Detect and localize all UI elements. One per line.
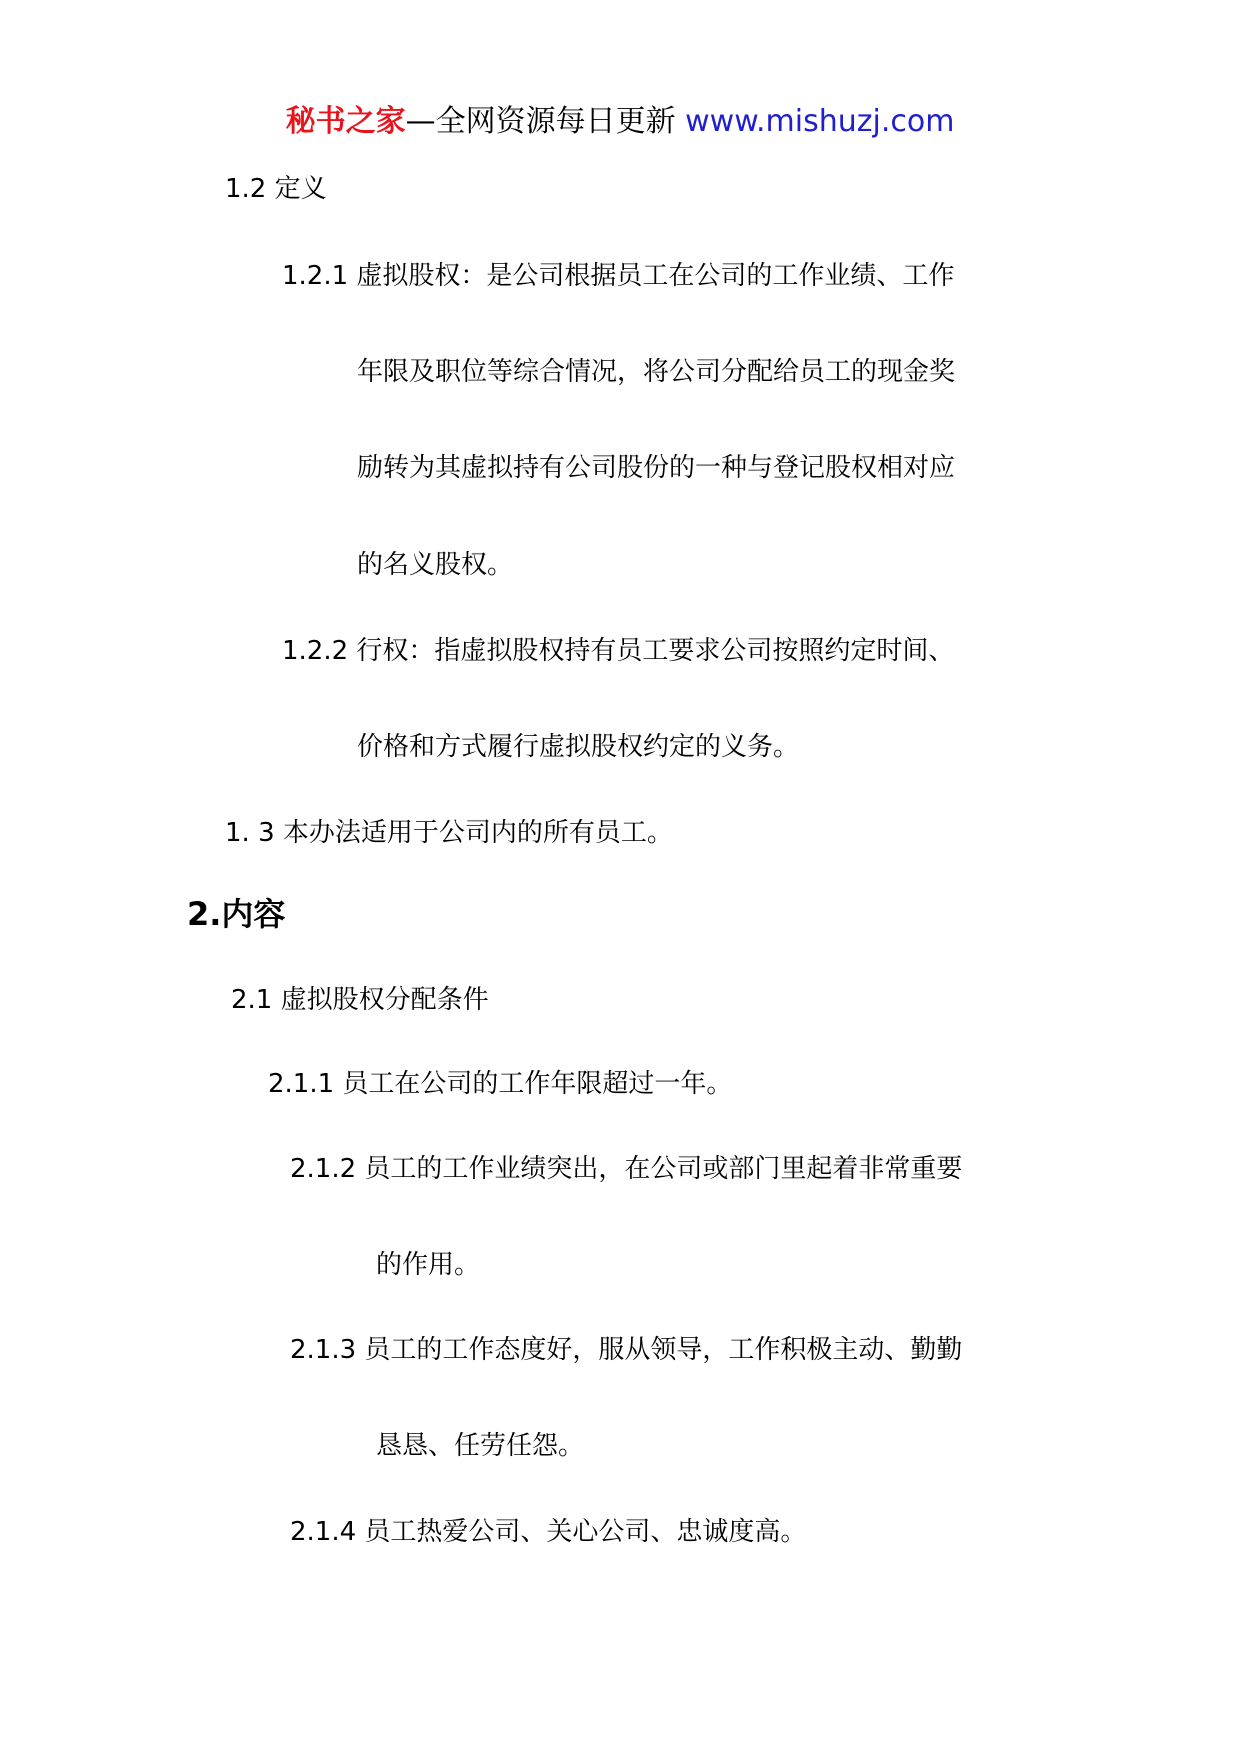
clause-2-1-2-line-1: 2.1.2 员工的工作业绩突出，在公司或部门里起着非常重要 <box>290 1154 963 1184</box>
section-2-1-title: 2.1 虚拟股权分配条件 <box>231 985 489 1015</box>
clause-1-2-1-line-3: 励转为其虚拟持有公司股份的一种与登记股权相对应 <box>357 453 956 483</box>
clause-2-1-3-line-2: 恳恳、任劳任怨。 <box>376 1431 585 1461</box>
clause-1-2-2-line-1: 1.2.2 行权：指虚拟股权持有员工要求公司按照约定时间、 <box>282 636 955 666</box>
site-slogan: —全网资源每日更新 <box>405 104 686 139</box>
clause-1-2-1-line-2: 年限及职位等综合情况，将公司分配给员工的现金奖 <box>357 357 956 387</box>
section-1-2-title: 1.2 定义 <box>225 174 327 204</box>
clause-1-2-1-line-1: 1.2.1 虚拟股权：是公司根据员工在公司的工作业绩、工作 <box>282 261 955 291</box>
site-url-link[interactable]: www.mishuzj.com <box>685 104 955 139</box>
section-1-3: 1. 3 本办法适用于公司内的所有员工。 <box>225 818 673 848</box>
clause-2-1-3-line-1: 2.1.3 员工的工作态度好，服从领导，工作积极主动、勤勤 <box>290 1335 963 1365</box>
section-2-heading: 2.内容 <box>187 895 286 933</box>
clause-2-1-1: 2.1.1 员工在公司的工作年限超过一年。 <box>268 1069 733 1099</box>
clause-2-1-2-line-2: 的作用。 <box>376 1250 481 1280</box>
clause-1-2-1-line-4: 的名义股权。 <box>357 550 514 580</box>
clause-1-2-2-line-2: 价格和方式履行虚拟股权约定的义务。 <box>357 732 800 762</box>
clause-2-1-4: 2.1.4 员工热爱公司、关心公司、忠诚度高。 <box>290 1517 807 1547</box>
site-header <box>0 100 1240 144</box>
site-brand: 秘书之家 <box>285 104 406 139</box>
